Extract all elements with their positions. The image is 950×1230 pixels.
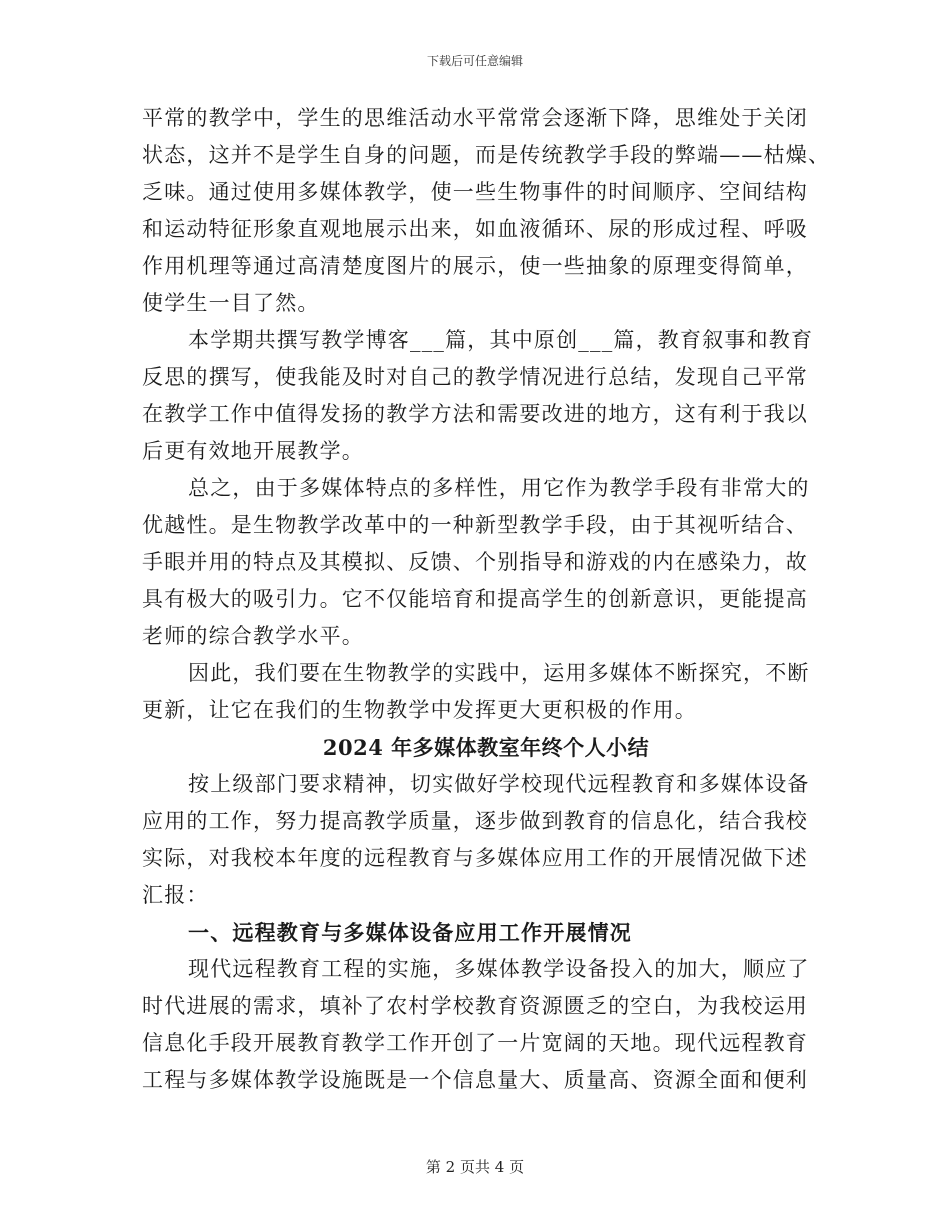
paragraph-line: 时代进展的需求，填补了农村学校教育资源匮乏的空白，为我校运用 [142,994,808,1018]
paragraph-line: 优越性。是生物教学改革中的一种新型教学手段，由于其视听结合、 [142,513,808,537]
paragraph-line: 现代远程教育工程的实施，多媒体教学设备投入的加大，顺应了 [188,957,810,981]
paragraph-line: 后更有效地开展教学。 [142,439,364,463]
paragraph-line: 实际，对我校本年度的远程教育与多媒体应用工作的开展情况做下述 [142,846,808,870]
paragraph-line: 作用机理等通过高清楚度图片的展示，使一些抽象的原理变得简单， [142,254,808,278]
paragraph-line: 汇报： [142,883,209,907]
paragraph-line: 更新，让它在我们的生物教学中发挥更大更积极的作用。 [142,698,697,722]
section-title: 2024 年多媒体教室年终个人小结 [322,735,650,760]
paragraph-line: 状态，这并不是学生自身的问题，而是传统教学手段的弊端——枯燥、 [142,143,831,167]
paragraph-line: 使学生一目了然。 [142,291,320,315]
paragraph-line: 乏味。通过使用多媒体教学，使一些生物事件的时间顺序、空间结构 [142,180,808,204]
paragraph-line: 手眼并用的特点及其模拟、反馈、个别指导和游戏的内在感染力，故 [142,550,808,574]
paragraph-line: 工程与多媒体教学设施既是一个信息量大、质量高、资源全面和便利 [142,1068,808,1092]
paragraph-line: 本学期共撰写教学博客___篇，其中原创___篇，教育叙事和教育 [188,328,814,352]
page-header: 下载后可任意编辑 [426,54,523,68]
document-body [142,100,831,1099]
page-footer: 第 2 页共 4 页 [425,1158,525,1176]
paragraph-line: 按上级部门要求精神，切实做好学校现代远程教育和多媒体设备 [188,772,810,796]
paragraph-line: 信息化手段开展教育教学工作开创了一片宽阔的天地。现代远程教育 [142,1031,808,1055]
paragraph-line: 具有极大的吸引力。它不仅能培育和提高学生的创新意识，更能提高 [142,587,808,611]
paragraph-line: 应用的工作，努力提高教学质量，逐步做到教育的信息化，结合我校 [142,809,808,833]
paragraph-line: 平常的教学中，学生的思维活动水平常常会逐渐下降，思维处于关闭 [142,106,808,130]
paragraph-line: 在教学工作中值得发扬的教学方法和需要改进的地方，这有利于我以 [142,402,808,426]
paragraph-line: 反思的撰写，使我能及时对自己的教学情况进行总结，发现自己平常 [142,365,808,389]
subsection-heading: 一、远程教育与多媒体设备应用工作开展情况 [188,920,632,945]
paragraph-line: 和运动特征形象直观地展示出来，如血液循环、尿的形成过程、呼吸 [142,217,808,241]
paragraph-line: 总之，由于多媒体特点的多样性，用它作为教学手段有非常大的 [188,476,810,500]
paragraph-line: 老师的综合教学水平。 [142,624,364,648]
paragraph-line: 因此，我们要在生物教学的实践中，运用多媒体不断探究，不断 [188,661,810,685]
